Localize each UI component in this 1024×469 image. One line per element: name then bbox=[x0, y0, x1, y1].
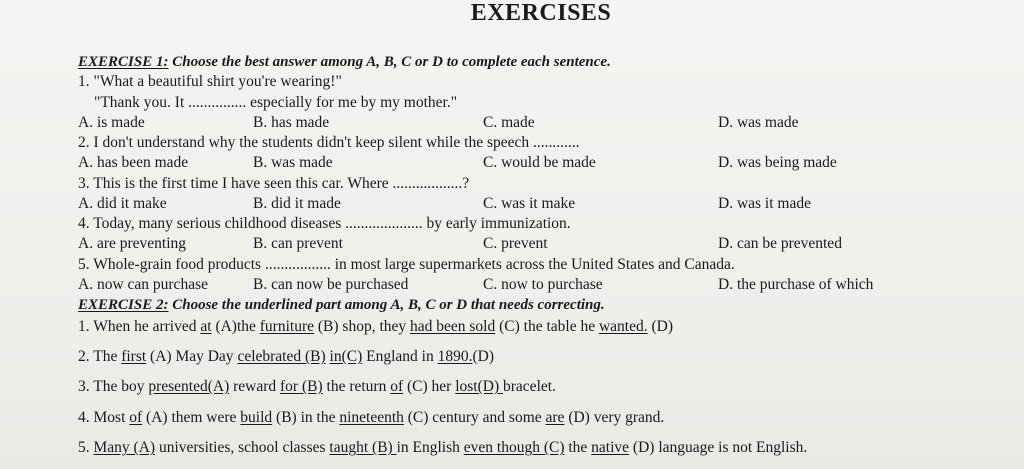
q3-stem: 3. This is the first time I have seen this car. Where ..................? bbox=[78, 175, 470, 192]
q5-option-d: D. the purchase of which bbox=[718, 276, 874, 293]
q3-option-c: C. was it make bbox=[483, 195, 576, 212]
q3-option-d: D. was it made bbox=[718, 195, 811, 212]
underlined-part: for (B) bbox=[280, 378, 323, 395]
underlined-part: 1890. bbox=[437, 348, 473, 365]
q4-option-b: B. can prevent bbox=[253, 235, 343, 252]
sentence-text: the return bbox=[322, 378, 391, 395]
sentence-text: (C) the table he bbox=[495, 318, 599, 335]
sentence-text: the bbox=[564, 439, 592, 456]
exercise2-heading bbox=[78, 296, 605, 314]
underlined-part: even though (C) bbox=[463, 439, 565, 456]
underlined-part: at bbox=[200, 318, 212, 335]
ex2-sentence bbox=[78, 378, 556, 396]
sentence-text: reward bbox=[229, 378, 281, 395]
underlined-part: build bbox=[240, 409, 273, 426]
underlined-part: celebrated (B) bbox=[237, 348, 326, 365]
sentence-text: (D) bbox=[472, 348, 494, 365]
q2-option-d: D. was being made bbox=[718, 154, 837, 171]
sentence-text: 1. When he arrived bbox=[78, 318, 201, 335]
underlined-part: are bbox=[545, 409, 565, 426]
underlined-part: wanted. bbox=[598, 318, 648, 335]
exercise2-label: EXERCISE 2: bbox=[78, 297, 169, 313]
q5-option-b: B. can now be purchased bbox=[253, 276, 409, 293]
ex2-sentence bbox=[78, 318, 673, 336]
sentence-text: 3. The boy bbox=[78, 378, 149, 395]
q5-option-a: A. now can purchase bbox=[78, 276, 208, 293]
underlined-part: presented(A) bbox=[148, 378, 230, 395]
underlined-part: lost(D) bbox=[455, 378, 504, 395]
sentence-text: universities, school classes bbox=[155, 439, 330, 456]
underlined-part: furniture bbox=[259, 318, 314, 335]
underlined-part: nineteenth bbox=[339, 409, 404, 426]
q1-stem: 1. "What a beautiful shirt you're wearing!" bbox=[78, 73, 342, 90]
underlined-part: taught (B) bbox=[329, 439, 397, 456]
underlined-part: had been sold bbox=[410, 318, 496, 335]
q1-option-a: A. is made bbox=[78, 114, 145, 131]
sentence-text: (A) them were bbox=[142, 409, 241, 426]
page-title: EXERCISES bbox=[470, 0, 612, 26]
ex2-sentence bbox=[78, 409, 664, 427]
sentence-text: 5. bbox=[78, 439, 94, 456]
ex2-sentence bbox=[78, 348, 494, 366]
exercise2-instruction: Choose the underlined part among A, B, C or D that needs correcting. bbox=[168, 297, 605, 313]
sentence-text: (B) in the bbox=[272, 409, 340, 426]
sentence-text: in English bbox=[396, 439, 464, 456]
sentence-text: (D) very grand. bbox=[564, 409, 665, 426]
q2-stem: 2. I don't understand why the students didn't keep silent while the speech ............ bbox=[78, 134, 580, 151]
underlined-part: Many (A) bbox=[93, 439, 156, 456]
exercise1-heading bbox=[78, 53, 611, 71]
sentence-text: England in bbox=[362, 348, 438, 365]
q2-option-c: C. would be made bbox=[483, 154, 596, 171]
q1-option-c: C. made bbox=[483, 114, 535, 131]
underlined-part: of bbox=[390, 378, 404, 395]
sentence-text: (D) language is not English. bbox=[629, 439, 808, 456]
sentence-text: 4. Most bbox=[78, 409, 130, 426]
sentence-text: (A)the bbox=[211, 318, 260, 335]
sentence-text: bracelet. bbox=[503, 378, 556, 395]
q1-option-d: D. was made bbox=[718, 114, 799, 131]
ex2-sentence bbox=[78, 439, 807, 457]
underlined-part: native bbox=[591, 439, 630, 456]
q1-option-b: B. has made bbox=[253, 114, 330, 131]
exercise1-instruction: Choose the best answer among A, B, C or D to complete each sentence. bbox=[168, 54, 611, 70]
q1-stem2: "Thank you. It ............... especially for me by my mother." bbox=[94, 94, 458, 111]
sentence-text: 2. The bbox=[78, 348, 122, 365]
q4-option-a: A. are preventing bbox=[78, 235, 187, 252]
sentence-text: (A) May Day bbox=[146, 348, 238, 365]
q3-option-a: A. did it make bbox=[78, 195, 167, 212]
q3-option-b: B. did it made bbox=[253, 195, 341, 212]
underlined-part: first bbox=[121, 348, 147, 365]
q4-stem: 4. Today, many serious childhood diseases .................... by early immunization. bbox=[78, 215, 571, 232]
q5-option-c: C. now to purchase bbox=[483, 276, 603, 293]
sentence-text: (C) century and some bbox=[403, 409, 546, 426]
underlined-part: of bbox=[129, 409, 143, 426]
sentence-text: (C) her bbox=[403, 378, 456, 395]
sentence-text: (D) bbox=[647, 318, 674, 335]
q5-stem: 5. Whole-grain food products ................. in most large supermarkets across the United States and Canada. bbox=[78, 256, 735, 273]
q2-option-a: A. has been made bbox=[78, 154, 189, 171]
q4-option-c: C. prevent bbox=[483, 235, 548, 252]
q4-option-d: D. can be prevented bbox=[718, 235, 842, 252]
underlined-part: in(C) bbox=[329, 348, 363, 365]
exercise1-label: EXERCISE 1: bbox=[78, 54, 169, 70]
q2-option-b: B. was made bbox=[253, 154, 333, 171]
sentence-text: (B) shop, they bbox=[314, 318, 411, 335]
